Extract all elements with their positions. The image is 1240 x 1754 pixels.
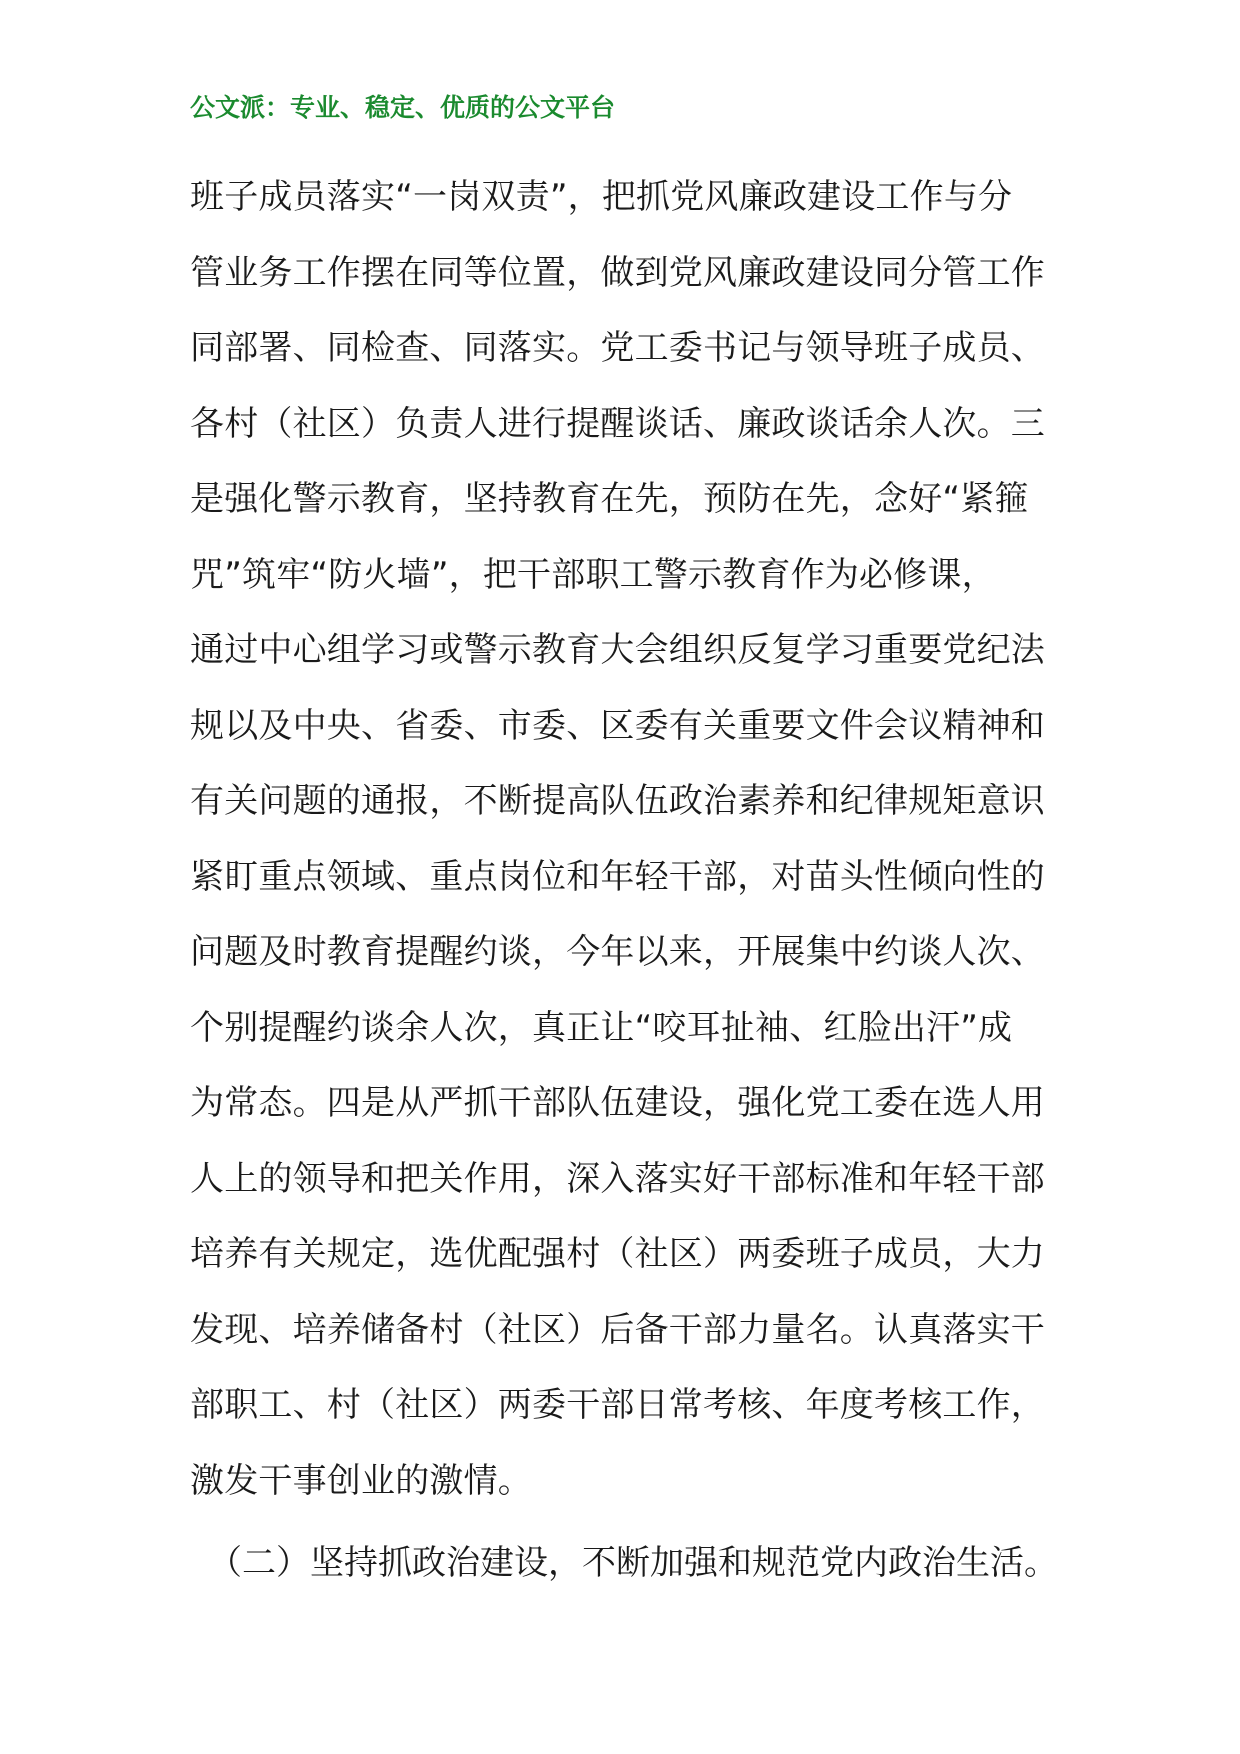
body-line: 各村（社区）负责人进行提醒谈话、廉政谈话余人次。三 <box>190 403 1045 444</box>
body-line: 为常态。四是从严抓干部队伍建设，强化党工委在选人用 <box>190 1083 1045 1123</box>
section-heading: （二）坚持抓政治建设，不断加强和规范党内政治生活。 <box>208 1543 1058 1583</box>
body-line: 培养有关规定，选优配强村（社区）两委班子成员，大力 <box>190 1234 1045 1274</box>
header-title: 公文派：专业、稳定、优质的公文平台 <box>190 93 616 122</box>
body-line: 有关问题的通报，不断提高队伍政治素养和纪律规矩意识 <box>190 781 1045 821</box>
body-line: 咒”筑牢“防火墙”，把干部职工警示教育作为必修课， <box>190 554 996 595</box>
body-line: 人上的领导和把关作用，深入落实好干部标准和年轻干部 <box>190 1158 1045 1199</box>
body-line: 紧盯重点领域、重点岗位和年轻干部，对苗头性倾向性的 <box>190 856 1045 897</box>
body-line: 同部署、同检查、同落实。党工委书记与领导班子成员、 <box>190 328 1045 368</box>
body-line: 激发干事创业的激情。 <box>190 1460 532 1501</box>
body-paragraph <box>190 160 1060 1519</box>
body-line: 规以及中央、省委、市委、区委有关重要文件会议精神和 <box>190 705 1045 746</box>
body-line: 部职工、村（社区）两委干部日常考核、年度考核工作， <box>190 1385 1045 1425</box>
body-line: 个别提醒约谈余人次，真正让“咬耳扯袖、红脸出汗”成 <box>190 1007 1013 1048</box>
body-line: 班子成员落实“一岗双责”，把抓党风廉政建设工作与分 <box>190 177 1013 217</box>
body-line: 问题及时教育提醒约谈，今年以来，开展集中约谈人次、 <box>190 932 1045 972</box>
body-line: 发现、培养储备村（社区）后备干部力量名。认真落实干 <box>190 1309 1045 1350</box>
body-line: 是强化警示教育，坚持教育在先，预防在先，念好“紧箍 <box>190 479 1029 519</box>
body-line: 管业务工作摆在同等位置，做到党风廉政建设同分管工作 <box>190 252 1045 293</box>
body-line: 通过中心组学习或警示教育大会组织反复学习重要党纪法 <box>190 630 1045 670</box>
